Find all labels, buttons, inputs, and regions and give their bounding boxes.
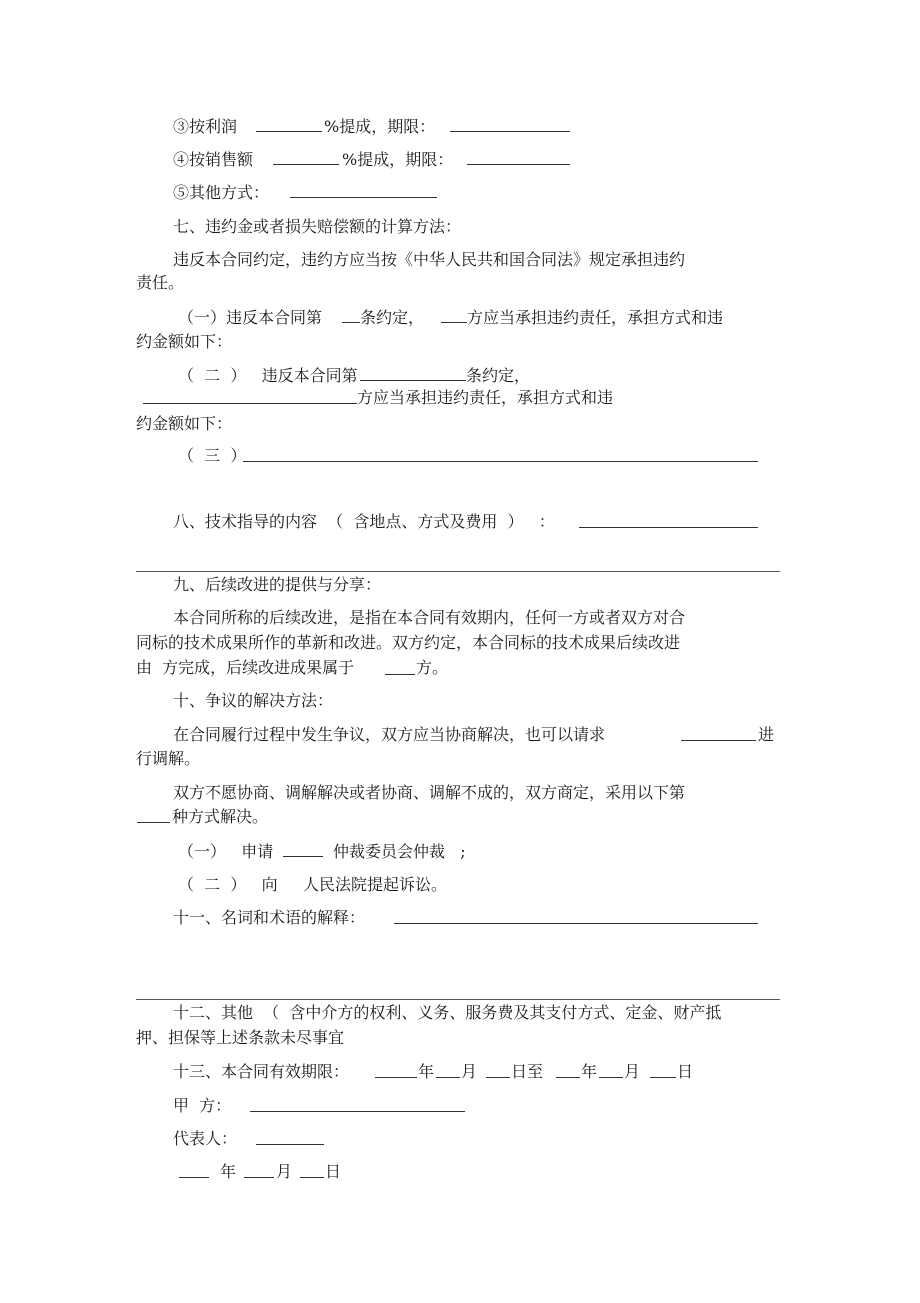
blank-start-day[interactable] xyxy=(486,1077,510,1078)
blank-sign-month[interactable] xyxy=(244,1177,274,1178)
blank-sales-term[interactable] xyxy=(467,164,570,165)
blank-end-year[interactable] xyxy=(556,1077,580,1078)
blank-sign-year[interactable] xyxy=(179,1177,209,1178)
section-8-title: 八、技术指导的内容 （ 含地点、方式及费用 ） ： xyxy=(173,512,555,531)
s7-paragraph-line1: 违反本合同约定，违约方应当按《中华人民共和国合同法》规定承担违约 xyxy=(173,250,686,269)
s7-paragraph-line2: 责任。 xyxy=(136,273,185,292)
blank-s7-item3[interactable] xyxy=(243,461,758,462)
blank-s10-mediator[interactable] xyxy=(681,740,756,741)
s9-paragraph-line1: 本合同所称的后续改进，是指在本合同有效期内，任何一方或者双方对合 xyxy=(173,608,686,627)
s7-item1-liability: 方应当承担违约责任，承担方式和违 xyxy=(467,308,724,327)
s9-paragraph-line3: 由 方完成，后续改进成果属于 xyxy=(136,658,355,677)
blank-party-a[interactable] xyxy=(250,1111,465,1112)
s9-paragraph-line3-end: 方。 xyxy=(416,658,449,677)
clause-profit-share-term: %提成，期限： xyxy=(324,117,436,136)
blank-section-11[interactable] xyxy=(394,923,758,924)
section-7-title: 七、违约金或者损失赔偿额的计算方法： xyxy=(173,217,462,236)
s10-paragraph1-line2: 行调解。 xyxy=(136,749,201,768)
blank-s7-item1-clause[interactable] xyxy=(342,322,360,323)
sign-month-label: 月 xyxy=(276,1162,293,1181)
start-month-label: 月 xyxy=(461,1062,478,1081)
sign-day-label: 日 xyxy=(325,1162,342,1181)
section-12-line1: 十二、其他 （ 含中介方的权利、义务、服务费及其支付方式、定金、财产抵 xyxy=(173,1003,722,1022)
s10-paragraph1-line1-end: 进 xyxy=(758,725,775,744)
section-9-title: 九、后续改进的提供与分享： xyxy=(173,575,382,594)
s10-paragraph2-line1: 双方不愿协商、调解解决或者协商、调解不成的，双方商定，采用以下第 xyxy=(173,783,686,802)
blank-representative[interactable] xyxy=(256,1144,324,1145)
clause-profit-share: ③按利润 xyxy=(173,117,238,136)
blank-end-day[interactable] xyxy=(650,1077,676,1078)
section-11-title: 十一、名词和术语的解释： xyxy=(173,908,366,927)
clause-sales-share-term: %提成，期限： xyxy=(342,150,454,169)
end-year-label: 年 xyxy=(581,1062,598,1081)
s10-item1-text: 仲裁委员会仲裁 ; xyxy=(333,842,466,861)
end-month-label: 月 xyxy=(624,1062,641,1081)
blank-s7-item2-clause[interactable] xyxy=(360,380,466,381)
representative-label: 代表人： xyxy=(173,1129,238,1148)
s7-item2-clause-text: 条约定， xyxy=(466,366,531,385)
blank-s10-method[interactable] xyxy=(137,822,170,823)
blank-other-method[interactable] xyxy=(290,197,437,198)
blank-start-month[interactable] xyxy=(436,1077,460,1078)
start-day-label: 日至 xyxy=(511,1062,544,1081)
blank-section-11-line2[interactable] xyxy=(136,999,780,1000)
s7-item2-liability: 方应当承担违约责任，承担方式和违 xyxy=(357,388,614,407)
start-year-label: 年 xyxy=(418,1062,435,1081)
blank-profit-term[interactable] xyxy=(450,131,570,132)
s10-item2: （ 二 ） 向 人民法院提起诉讼。 xyxy=(178,875,448,894)
s10-paragraph2-line2: 种方式解决。 xyxy=(172,807,269,826)
s7-item1-label: （一）违反本合同第 xyxy=(178,308,323,327)
s9-paragraph-line2: 同标的技术成果所作的革新和改进。双方约定，本合同标的技术成果后续改进 xyxy=(136,633,681,652)
blank-sign-day[interactable] xyxy=(300,1177,324,1178)
blank-profit-percent[interactable] xyxy=(256,131,322,132)
s7-item2-amount: 约金额如下： xyxy=(136,414,233,433)
s7-item1-clause-text: 条约定， xyxy=(360,308,425,327)
s7-item3-label: （ 三 ） xyxy=(178,446,247,465)
blank-s7-item2-party[interactable] xyxy=(143,403,357,404)
blank-start-year[interactable] xyxy=(375,1077,417,1078)
blank-section-8-line2[interactable] xyxy=(136,571,780,572)
section-13-title: 十三、本合同有效期限： xyxy=(173,1062,350,1081)
blank-s10-arbitration[interactable] xyxy=(283,856,323,857)
blank-section-8[interactable] xyxy=(579,527,758,528)
s10-paragraph1-line1: 在合同履行过程中发生争议，双方应当协商解决，也可以请求 xyxy=(173,725,606,744)
clause-other-method: ⑤其他方式： xyxy=(173,183,270,202)
end-day-label: 日 xyxy=(677,1062,694,1081)
s10-item1-label: （一） 申请 xyxy=(178,842,274,861)
blank-s9-owner[interactable] xyxy=(385,674,415,675)
blank-end-month[interactable] xyxy=(599,1077,623,1078)
blank-sales-percent[interactable] xyxy=(273,164,339,165)
party-a-label: 甲 方： xyxy=(173,1096,232,1115)
section-12-line2: 押、担保等上述条款未尽事宜 xyxy=(136,1028,345,1047)
s7-item2-label: （ 二 ） 违反本合同第 xyxy=(178,366,358,385)
section-10-title: 十、争议的解决方法： xyxy=(173,691,334,710)
s7-item1-amount: 约金额如下： xyxy=(136,332,233,351)
blank-s7-item1-party[interactable] xyxy=(441,322,467,323)
clause-sales-share: ④按销售额 xyxy=(173,150,254,169)
sign-year-label: 年 xyxy=(220,1162,237,1181)
